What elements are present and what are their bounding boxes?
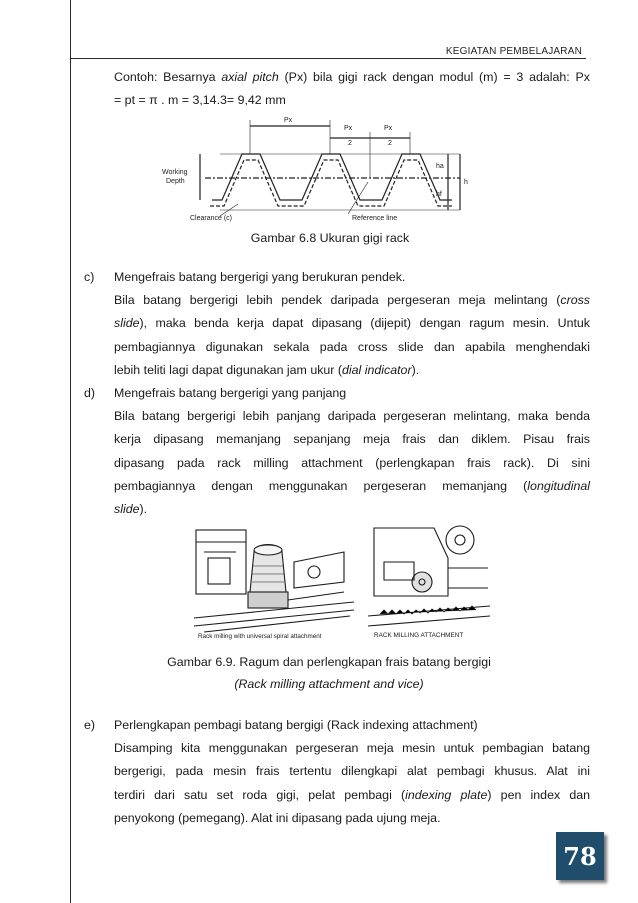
running-header: KEGIATAN PEMBELAJARAN [445, 46, 582, 57]
item-c-marker: c) [84, 270, 95, 284]
item-c-line-3: pembagiannya digunakan sekala pada cross slide dan apabila menghendaki [114, 339, 590, 354]
figure-6-9-right-label: RACK MILLING ATTACHMENT [374, 632, 464, 639]
item-d-line-3: dipasang pada rack milling attachment (perlengkapan frais rack). Di sini [114, 455, 590, 470]
working-label: Working [162, 169, 188, 176]
item-d-marker: d) [84, 386, 96, 400]
item-d-paragraph [114, 382, 590, 521]
px-half-label-2-den: 2 [388, 140, 392, 147]
figure-6-9-caption-1: Gambar 6.9. Ragum dan perlengkapan frais batang bergigi [167, 655, 491, 669]
item-c-line-2: slide), maka benda kerja dapat dipasang (dijepit) dengan ragum mesin. Untuk [114, 316, 590, 331]
item-d-title: Mengefrais batang bergerigi yang panjang [114, 386, 347, 400]
px-half-label-1-num: Px [344, 125, 353, 132]
rack-tooth-profile [212, 154, 452, 200]
example-line-1: Contoh: Besarnya axial pitch (Px) bila gigi rack dengan modul (m) = 3 adalah: Px [114, 70, 590, 84]
header-rule [70, 58, 586, 59]
px-half-label-2-num: Px [384, 125, 393, 132]
rack-milling-spiral-illustration [194, 522, 354, 640]
item-c-line-4: lebih teliti lagi dapat digunakan jam ukur (dial indicator). [114, 362, 420, 377]
item-e-line-1: Disamping kita menggunakan pergeseran meja mesin untuk pembagian batang [114, 741, 590, 756]
item-d-line-1: Bila batang bergerigi lebih panjang daripada pergeseran melintang, maka benda [114, 409, 590, 424]
example-line-2: = pt = π . m = 3,14.3= 9,42 mm [114, 93, 286, 108]
item-e-marker: e) [84, 718, 96, 732]
figure-6-9-caption-2: (Rack milling attachment and vice) [234, 677, 424, 691]
clearance-label: Clearance (c) [190, 215, 233, 222]
left-margin-line [70, 0, 71, 903]
px-half-label-1-den: 2 [348, 140, 352, 147]
item-e-paragraph [114, 714, 590, 830]
item-e-line-2: bergerigi, pada mesin frais tertentu dilengkapi alat pembagi khusus. Alat ini [114, 764, 590, 779]
item-e-line-4: penyokong (pemegang). Alat ini dipasang pada ujung meja. [114, 810, 441, 825]
item-e-line-3: terdiri dari satu set roda gigi, pelat pembagi (indexing plate) pen index dan [114, 787, 591, 802]
item-e-title: Perlengkapan pembagi batang bergigi (Rack indexing attachment) [114, 718, 478, 732]
rack-tooth-diagram [160, 112, 480, 224]
item-d-line-4: pembagiannya dengan menggunakan pergeseran memanjang (longitudinal [114, 478, 590, 493]
item-c-line-1: Bila batang bergerigi lebih pendek daripada pergeseran meja melintang (cross [114, 293, 590, 308]
reference-line-label: Reference line [352, 215, 398, 222]
hf-label: hf [436, 191, 442, 198]
figure-6-8-caption: Gambar 6.8 Ukuran gigi rack [250, 231, 410, 245]
px-dim-label: Px [284, 117, 293, 124]
figure-6-9-left-label: Rack milling with universal spiral attachment [198, 633, 322, 640]
item-d-line-2: kerja dipasang memanjang sepanjang meja frais dan diklem. Pisau frais [114, 432, 590, 447]
item-d-line-5: slide). [114, 502, 148, 517]
ha-label: ha [436, 163, 444, 170]
depth-label: Depth [166, 178, 185, 185]
rack-milling-attachment-illustration [364, 518, 492, 640]
item-c-paragraph [114, 266, 590, 382]
page-number-badge: 78 [556, 832, 604, 880]
example-paragraph [114, 66, 590, 112]
item-c-title: Mengefrais batang bergerigi yang berukuran pendek. [114, 270, 406, 284]
h-label: h [464, 179, 468, 186]
